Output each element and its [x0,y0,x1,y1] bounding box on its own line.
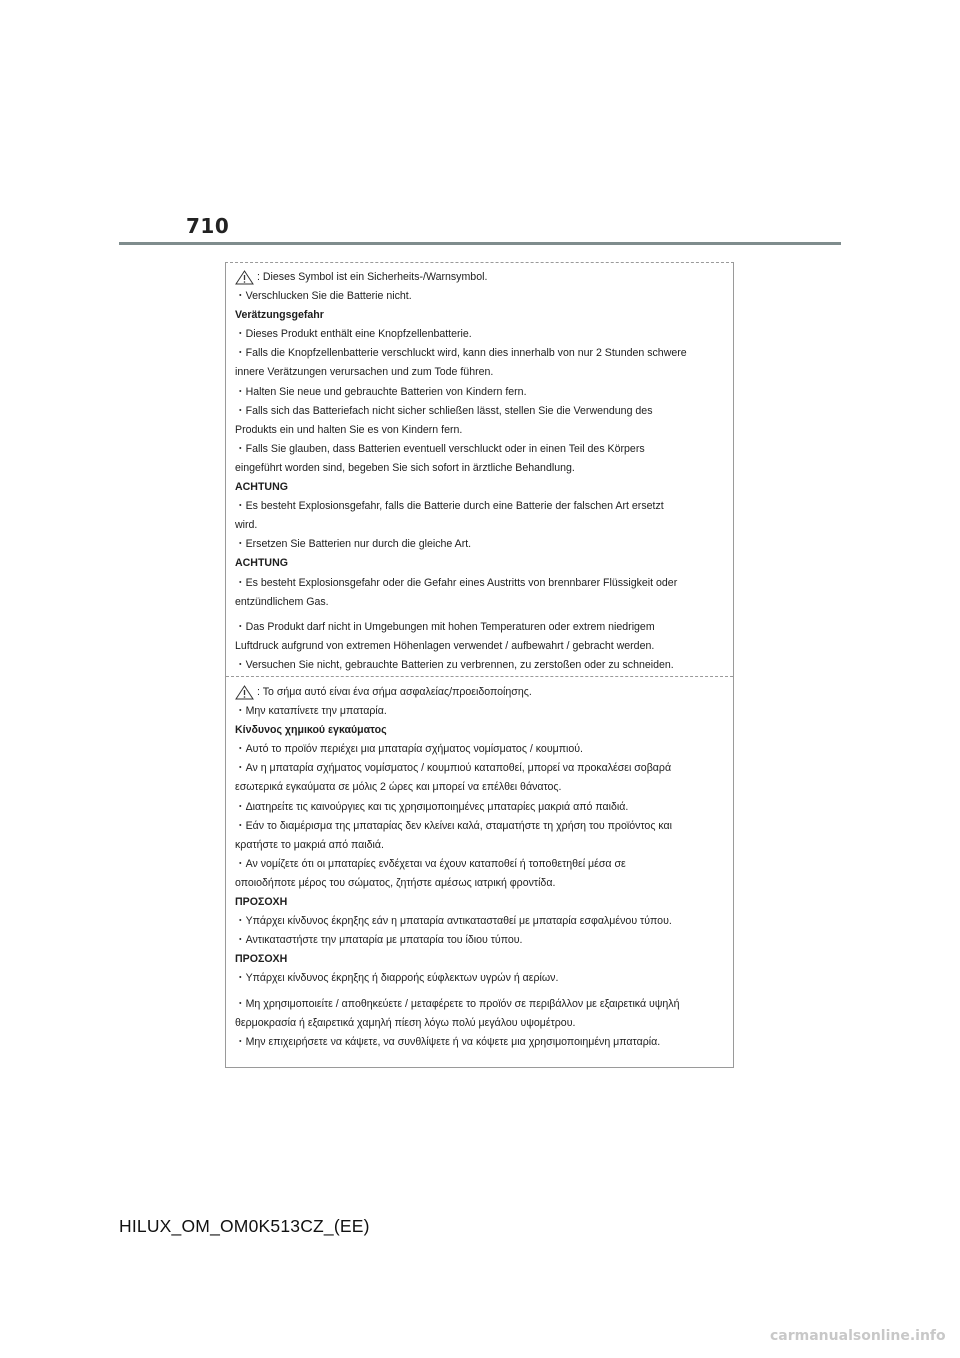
notice-line: ・Διατηρείτε τις καινούργιες και τις χρησιμοποιημένες μπαταρίες μακριά από παιδιά. [235,800,629,813]
notice-line: εσωτερικά εγκαύματα σε μόλις 2 ώρες και μπορεί να επέλθει θάνατος. [235,781,562,794]
warning-symbol-text: : Dieses Symbol ist ein Sicherheits-/Warnsymbol. [257,271,488,283]
notice-lines [235,702,727,1052]
notice-line: ・Μην καταπίνετε την μπαταρία. [235,705,387,718]
notice-lines [235,287,727,675]
warning-triangle-icon [235,270,254,285]
notice-heading: ΠΡΟΣΟΧΗ [235,896,288,909]
notice-heading: Κίνδυνος χημικού εγκαύματος [235,724,387,737]
notice-line: ・Αν νομίζετε ότι οι μπαταρίες ενδέχεται να έχουν καταποθεί ή τοποθετηθεί μέσα σε [235,857,626,870]
notice-line: ・Halten Sie neue und gebrauchte Batterien von Kindern fern. [235,385,527,398]
notice-line: entzündlichem Gas. [235,595,329,608]
notice-line: ・Falls sich das Batteriefach nicht sicher schließen lässt, stellen Sie die Verwendung des [235,404,653,417]
notice-line: ・Υπάρχει κίνδυνος έκρηξης ή διαρροής εύφλεκτων υγρών ή αερίων. [235,972,559,985]
notice-heading: Verätzungsgefahr [235,309,324,322]
notice-line: ・Εάν το διαμέρισμα της μπαταρίας δεν κλείνει καλά, σταματήστε τη χρήση του προϊόντος και [235,819,673,832]
section-divider [226,676,733,677]
notice-line: Produkts ein und halten Sie es von Kindern fern. [235,423,463,436]
warning-symbol-line [235,268,727,287]
notice-heading: ACHTUNG [235,481,288,494]
notice-line: ・Μη χρησιμοποιείτε / αποθηκεύετε / μεταφέρετε το προϊόν σε περιβάλλον με εξαιρετικά υψηλή [235,997,680,1010]
notice-section-greek [235,683,727,1052]
notice-line: ・Versuchen Sie nicht, gebrauchte Batterien zu verbrennen, zu zerstoßen oder zu schneiden. [235,658,674,671]
notice-line: κρατήστε το μακριά από παιδιά. [235,838,384,851]
notice-line: ・Ersetzen Sie Batterien nur durch die gleiche Art. [235,538,472,551]
warning-symbol-line [235,683,727,702]
notice-line: ・Es besteht Explosionsgefahr, falls die Batterie durch eine Batterie der falschen Art ersetzt [235,500,664,513]
document-id: HILUX_OM_OM0K513CZ_(EE) [119,1216,370,1236]
notice-line: ・Υπάρχει κίνδυνος έκρηξης εάν η μπαταρία αντικατασταθεί με μπαταρία εσφαλμένου τύπου. [235,915,672,928]
notice-line: innere Verätzungen verursachen und zum Tode führen. [235,366,494,379]
notice-section-german [235,268,727,675]
warning-symbol-text: : Το σήμα αυτό είναι ένα σήμα ασφαλείας/προειδοποίησης. [257,686,532,698]
notice-line: ・Verschlucken Sie die Batterie nicht. [235,290,412,303]
notice-line: ・Αν η μπαταρία σχήματος νομίσματος / κουμπιού καταποθεί, μπορεί να προκαλέσει σοβαρά [235,762,672,775]
notice-line: ・Αντικαταστήστε την μπαταρία με μπαταρία του ίδιου τύπου. [235,934,523,947]
watermark: carmanualsonline.info [770,1328,946,1344]
notice-line: ・Dieses Produkt enthält eine Knopfzellenbatterie. [235,328,472,341]
notice-line: ・Falls Sie glauben, dass Batterien eventuell verschluckt oder in einen Teil des Körpers [235,442,645,455]
notice-line: ・Falls die Knopfzellenbatterie verschluckt wird, kann dies innerhalb von nur 2 Stunden schwere [235,347,687,360]
notice-line: θερμοκρασία ή εξαιρετικά χαμηλή πίεση λόγω πολύ μεγάλου υψομέτρου. [235,1016,576,1029]
notice-line: ・Es besteht Explosionsgefahr oder die Gefahr eines Austritts von brennbarer Flüssigkeit oder [235,576,678,589]
page-number: 710 [186,214,230,238]
notice-line: ・Αυτό το προϊόν περιέχει μια μπαταρία σχήματος νομίσματος / κουμπιού. [235,743,584,756]
battery-safety-notice-box [225,262,734,1068]
notice-line: ・Μην επιχειρήσετε να κάψετε, να συνθλίψετε ή να κόψετε μια χρησιμοποιημένη μπαταρία. [235,1035,661,1048]
notice-line: eingeführt worden sind, begeben Sie sich sofort in ärztliche Behandlung. [235,461,575,474]
notice-heading: ΠΡΟΣΟΧΗ [235,953,288,966]
notice-line: Luftdruck aufgrund von extremen Höhenlagen verwendet / aufbewahrt / gebracht werden. [235,639,655,652]
notice-line: ・Das Produkt darf nicht in Umgebungen mit hohen Temperaturen oder extrem niedrigem [235,620,655,633]
header-rule [119,242,841,245]
notice-line: wird. [235,519,258,532]
warning-triangle-icon [235,685,254,700]
notice-heading: ACHTUNG [235,557,288,570]
notice-line: οποιοδήποτε μέρος του σώματος, ζητήστε αμέσως ιατρική φροντίδα. [235,876,556,889]
